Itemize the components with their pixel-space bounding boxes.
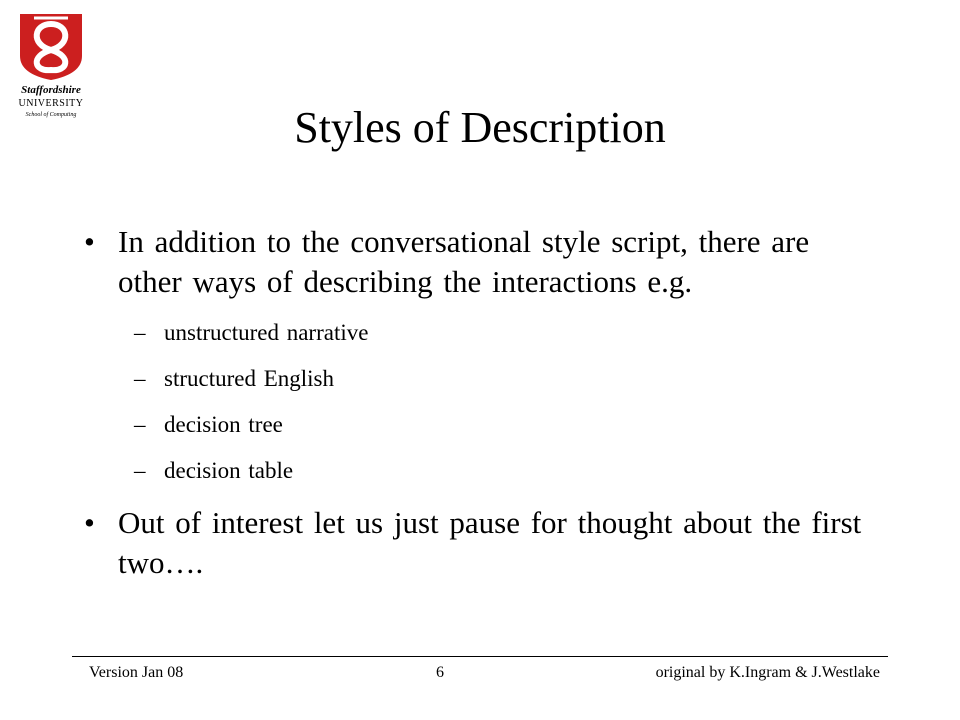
bullet-text: In addition to the conversational style script, there are other ways of describing the interactions e.g. bbox=[118, 224, 810, 299]
staffordshire-knot-icon bbox=[14, 10, 88, 82]
sub-item-text: decision table bbox=[164, 458, 294, 483]
sub-list-item bbox=[134, 318, 368, 348]
logo-text-staffordshire: Staffordshire bbox=[21, 84, 81, 96]
bullet-marker: • bbox=[84, 505, 95, 540]
bullet-item bbox=[84, 222, 874, 302]
bullet-text: Out of interest let us just pause for thought about the first two…. bbox=[118, 505, 862, 580]
sub-item-text: decision tree bbox=[164, 412, 283, 437]
dash-marker: – bbox=[134, 320, 146, 345]
dash-marker: – bbox=[134, 366, 146, 391]
sub-list-item bbox=[134, 364, 334, 394]
footer-version: Version Jan 08 bbox=[89, 664, 184, 681]
dash-marker: – bbox=[134, 458, 146, 483]
logo-text-university: UNIVERSITY bbox=[18, 98, 84, 109]
sub-item-text: unstructured narrative bbox=[164, 320, 369, 345]
bullet-marker: • bbox=[84, 224, 95, 259]
bullet-item bbox=[84, 503, 874, 583]
sub-item-text: structured English bbox=[164, 366, 334, 391]
slide-title: Styles of Description bbox=[294, 103, 666, 152]
dash-marker: – bbox=[134, 412, 146, 437]
page-number: 6 bbox=[436, 664, 444, 681]
footer-divider bbox=[72, 656, 888, 657]
sub-list-item bbox=[134, 410, 283, 440]
logo-text-school: School of Computing bbox=[25, 112, 77, 118]
footer-credit: original by K.Ingram & J.Westlake bbox=[655, 664, 880, 681]
sub-list-item bbox=[134, 456, 293, 486]
